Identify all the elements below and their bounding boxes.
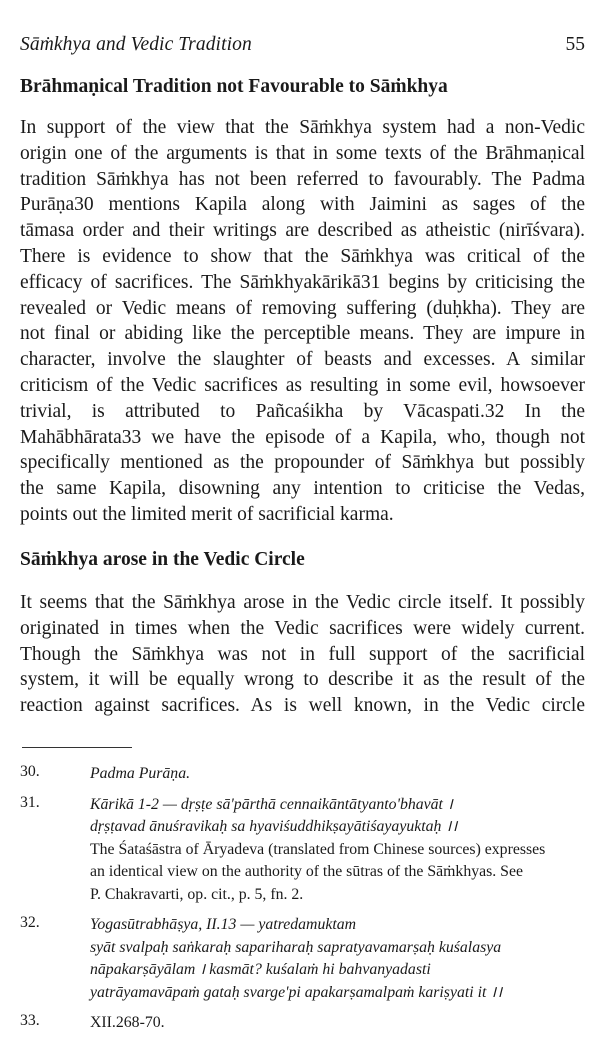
footnote-line: Padma Purāṇa. — [90, 765, 191, 782]
text-line: efficacy of sacrifices. The Sāṁkhyakārikā31 begins by criticising the — [20, 271, 585, 293]
footnote-number: 33. — [20, 1012, 40, 1029]
footnote-number: 31. — [20, 793, 40, 811]
footnote-divider — [22, 747, 132, 748]
footnotes — [20, 763, 585, 1043]
text-line: originated in times when the Vedic sacrifices were widely current. — [20, 617, 585, 639]
text-line: Purāṇa30 mentions Kapila along with Jaimini as sages of the — [20, 194, 585, 216]
text-line: Mahābhārata33 we have the episode of a Kapila, who, though not — [20, 426, 585, 448]
text-line: tradition Sāṁkhya has not been referred to favourably. The Padma — [20, 168, 585, 190]
footnote-30 — [20, 763, 585, 786]
footnote-line: The Śataśāstra of Āryadeva (translated from Chinese sources) expresses — [90, 840, 546, 858]
text-line: specifically mentioned as the propounder of Sāṁkhya but possibly — [20, 452, 585, 474]
running-title: Sāṁkhya and Vedic Tradition — [20, 34, 252, 55]
running-header — [20, 34, 585, 60]
text-line: system, it will be equally wrong to describe it as the result of the — [20, 669, 585, 691]
page-number: 55 — [565, 34, 585, 55]
text-line: origin one of the arguments is that in some texts of the Brāhmaṇical — [20, 142, 585, 164]
section-heading-vedic-circle: Sāṁkhya arose in the Vedic Circle — [20, 549, 305, 570]
footnote-line: P. Chakravarti, op. cit., p. 5, fn. 2. — [90, 885, 304, 903]
footnote-line: syāt svalpaḥ saṅkaraḥ sapariharaḥ sapratyavamarṣaḥ kuśalasya — [90, 938, 502, 956]
text-line: tāmasa order and their writings are described as atheistic (nirīśvara). — [20, 220, 585, 242]
text-line: reaction against sacrifices. As is well known, in the Vedic circle — [20, 695, 585, 717]
footnote-33 — [20, 1012, 585, 1035]
footnote-line: nāpakarṣāyālam । kasmāt? kuśalaṁ hi bahvanyadasti — [90, 961, 431, 978]
text-line: the same Kapila, disowning any intention to criticise the Vedas, — [20, 478, 585, 500]
text-line: character, involve the slaughter of beasts and excesses. A similar — [20, 349, 585, 371]
text-line: In support of the view that the Sāṁkhya system had a non-Vedic — [20, 117, 585, 138]
text-line: Though the Sāṁkhya was not in full support of the sacrificial — [20, 643, 585, 665]
text-line: revealed or Vedic means of removing suffering (duḥkha). They are — [20, 297, 585, 319]
text-line: It seems that the Sāṁkhya arose in the Vedic circle itself. It possibly — [20, 592, 585, 613]
section-heading-brahmanical: Brāhmaṇical Tradition not Favourable to Sāṁkhya — [20, 76, 448, 97]
paragraph-vedic-circle — [20, 590, 585, 719]
footnote-line: XII.268-70. — [90, 1014, 165, 1031]
text-line: criticism of the Vedic sacrifices as resulting in some evil, howsoever — [20, 374, 585, 396]
text-line: points out the limited merit of sacrificial karma. — [20, 503, 394, 525]
footnote-number: 32. — [20, 914, 40, 931]
paragraph-brahmanical — [20, 115, 585, 528]
footnote-number: 30. — [20, 763, 40, 780]
text-line: There is evidence to show that the Sāṁkhya was critical of the — [20, 245, 585, 267]
footnote-32 — [20, 914, 585, 1004]
footnote-31 — [20, 794, 585, 907]
footnote-line: dṛṣṭavad ānuśravikaḥ sa hyaviśuddhikṣayātiśayayuktaḥ ।। — [90, 818, 458, 835]
footnote-line: Yogasūtrabhāṣya, II.13 — yatredamuktam — [90, 916, 357, 933]
text-line: not final or abiding like the perceptible means. They are impure in — [20, 323, 585, 345]
text-line: trivial, is attributed to Pañcaśikha by Vācaspati.32 In the — [20, 400, 585, 422]
footnote-line: Kārikā 1-2 — dṛṣṭe sā'pārthā cennaikāntātyanto'bhavāt । — [90, 795, 453, 813]
footnote-line: yatrāyamavāpaṁ gataḥ svarge'pi apakarṣamalpaṁ kariṣyati it ।। — [90, 983, 503, 1001]
footnote-line: an identical view on the authority of the sūtras of the Sāṁkhyas. See — [90, 863, 523, 880]
